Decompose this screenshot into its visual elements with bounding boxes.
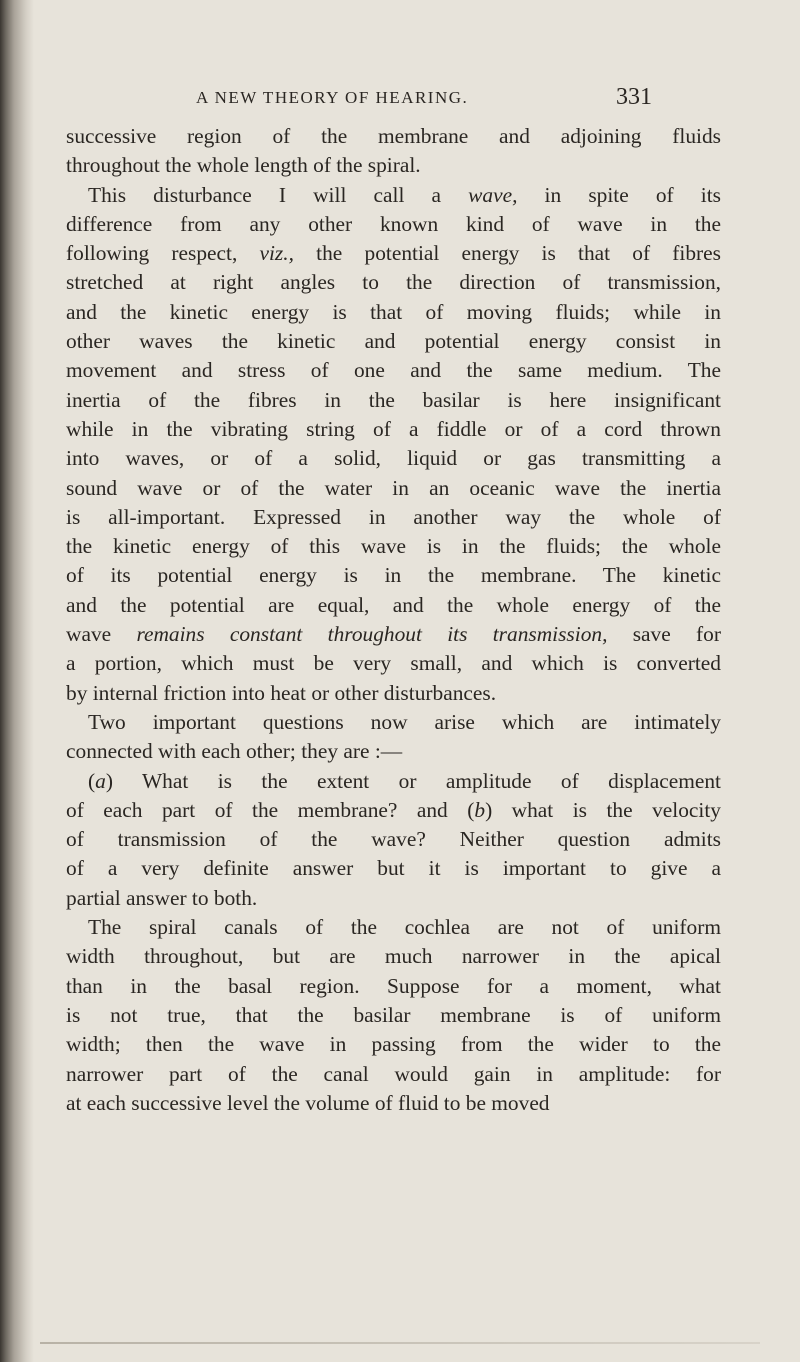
text-segment: a portion, which must be very small, and which is converted [66, 651, 721, 676]
book-page [44, 0, 800, 1362]
text-line [66, 737, 721, 766]
text-line [66, 122, 721, 151]
text-segment: other waves the kinetic and potential energy consist in [66, 329, 721, 354]
page-edge [40, 1342, 760, 1344]
text-segment: the potential energy is that of fibres [293, 241, 721, 266]
text-segment: partial answer to both. [66, 885, 258, 910]
text-segment: is not true, that the basilar membrane is of uniform [66, 1002, 721, 1027]
text-line [66, 620, 721, 649]
text-segment: save for [607, 622, 721, 647]
text-line [66, 913, 721, 942]
text-segment: ( [88, 768, 96, 793]
text-segment: This disturbance I will call a [88, 182, 469, 207]
text-segment: of transmission of the wave? Neither question admits [66, 827, 721, 852]
running-head: A NEW THEORY OF HEARING. [196, 88, 469, 107]
text-segment: is all-important. Expressed in another way the whole of [66, 504, 721, 529]
text-segment: and the kinetic energy is that of moving fluids; while in [66, 299, 721, 324]
text-line [66, 532, 721, 561]
text-segment: at each successive level the volume of fluid to be moved [66, 1090, 550, 1115]
italic-text: b [474, 797, 486, 822]
text-segment: and the potential are equal, and the whole energy of the [66, 592, 721, 617]
text-line [66, 1001, 721, 1030]
text-line [66, 151, 721, 180]
text-line [66, 972, 721, 1001]
text-line [66, 1060, 721, 1089]
text-segment: connected with each other; they are :— [66, 739, 403, 764]
text-segment: of its potential energy is in the membrane. The kinetic [66, 563, 721, 588]
text-segment: inertia of the fibres in the basilar is here insignificant [66, 387, 721, 412]
text-line [66, 474, 721, 503]
text-segment: ) What is the extent or amplitude of displacement [105, 768, 721, 793]
text-line [66, 415, 721, 444]
text-segment: stretched at right angles to the direction of transmission, [66, 270, 721, 295]
body-text [66, 122, 721, 1118]
text-segment: ) what is the velocity [485, 797, 721, 822]
text-line [66, 1089, 721, 1118]
text-segment: of a very definite answer but it is important to give a [66, 856, 721, 881]
text-line [66, 854, 721, 883]
page-header [44, 84, 800, 114]
text-line [66, 356, 721, 385]
text-segment: width; then the wave in passing from the wider to the [66, 1032, 721, 1057]
text-line [66, 561, 721, 590]
text-line [66, 825, 721, 854]
text-line [66, 210, 721, 239]
text-line [66, 796, 721, 825]
text-segment: throughout the whole length of the spiral. [66, 153, 421, 178]
book-gutter-shadow [0, 0, 34, 1362]
text-segment: while in the vibrating string of a fiddle or of a cord thrown [66, 416, 721, 441]
text-line [66, 503, 721, 532]
text-line [66, 767, 721, 796]
text-segment: sound wave or of the water in an oceanic wave the inertia [66, 475, 721, 500]
text-segment: wave [66, 622, 137, 647]
text-line [66, 679, 721, 708]
text-segment: Two important questions now arise which are intimately [88, 709, 721, 734]
page-number: 331 [616, 84, 652, 110]
text-segment: into waves, or of a solid, liquid or gas transmitting a [66, 446, 721, 471]
text-segment: movement and stress of one and the same medium. The [66, 358, 721, 383]
text-line [66, 591, 721, 620]
text-line [66, 649, 721, 678]
italic-text: remains constant throughout its transmission, [136, 622, 608, 647]
text-line [66, 181, 721, 210]
text-segment: difference from any other known kind of wave in the [66, 211, 721, 236]
italic-text: viz., [259, 241, 294, 266]
text-line [66, 239, 721, 268]
text-line [66, 444, 721, 473]
text-segment: by internal friction into heat or other disturbances. [66, 680, 497, 705]
text-segment: than in the basal region. Suppose for a moment, what [66, 973, 721, 998]
text-segment: width throughout, but are much narrower in the apical [66, 944, 721, 969]
text-line [66, 327, 721, 356]
text-segment: of each part of the membrane? and ( [66, 797, 475, 822]
text-line [66, 1030, 721, 1059]
text-segment: following respect, [66, 241, 260, 266]
text-segment: in spite of its [517, 182, 721, 207]
text-segment: successive region of the membrane and adjoining fluids [66, 124, 721, 148]
italic-text: wave, [468, 182, 518, 207]
italic-text: a [95, 768, 106, 793]
text-segment: narrower part of the canal would gain in amplitude: for [66, 1061, 721, 1086]
text-line [66, 884, 721, 913]
text-line [66, 298, 721, 327]
text-segment: the kinetic energy of this wave is in the fluids; the whole [66, 534, 721, 559]
text-line [66, 268, 721, 297]
text-segment: The spiral canals of the cochlea are not of uniform [88, 915, 721, 940]
text-line [66, 942, 721, 971]
text-line [66, 386, 721, 415]
text-line [66, 708, 721, 737]
